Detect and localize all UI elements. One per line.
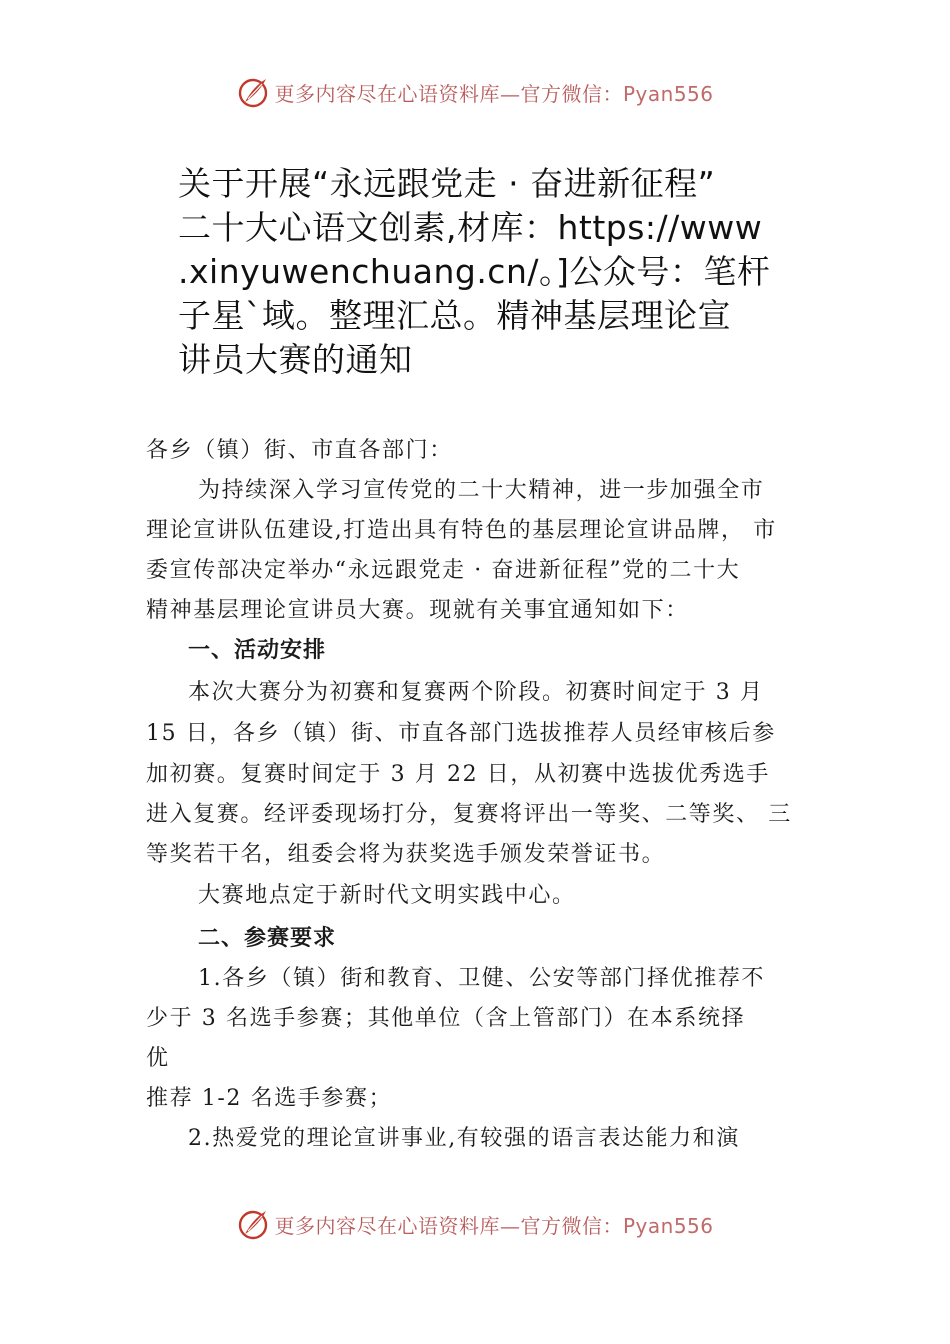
salutation: 各乡（镇）街、市直各部门： [146,438,453,463]
banner-text: 更多内容尽在心语资料库—官方微信：Pyan556 [274,1213,714,1238]
wechat-handle: Pyan556 [622,81,714,106]
requirement-2-line: 2.热爱党的理论宣讲事业,有较强的语言表达能力和演 [188,1126,740,1151]
title-line: .xinyuwenchuang.cn/。]公众号：笔杆 [178,252,771,291]
intro-line: 理论宣讲队伍建设,打造出具有特色的基层理论宣讲品牌， 市 [146,518,777,543]
banner-text: 更多内容尽在心语资料库—官方微信：Pyan556 [274,81,714,106]
venue-line: 大赛地点定于新时代文明实践中心。 [198,883,576,908]
intro-line: 委宣传部决定举办“永远跟党走 · 奋进新征程”党的二十大 [146,558,741,583]
footer-banner [0,1204,950,1244]
title-line: 二十大心语文创素,材库：https://www [178,208,763,247]
section2-line: 推荐 1-2 名选手参赛； [146,1086,393,1111]
wechat-handle: Pyan556 [622,1213,714,1238]
section-heading-arrangement: 一、活动安排 [188,638,327,663]
section2-line: 少于 3 名选手参赛；其他单位（含上管部门）在本系统择 [146,1006,746,1031]
section1-line: 等奖若干名，组委会将为获奖选手颁发荣誉证书。 [146,842,666,867]
section1-line: 15 日，各乡（镇）街、市直各部门选拔推荐人员经审核后参 [146,721,776,746]
quill-logo-icon [236,75,270,109]
intro-line: 为持续深入学习宣传党的二十大精神，进一步加强全市 [198,478,765,503]
quill-logo-icon [236,1207,270,1241]
document-title [178,162,778,382]
section2-line: 1.各乡（镇）街和教育、卫健、公安等部门择优推荐不 [198,966,765,991]
section1-line: 加初赛。复赛时间定于 3 月 22 日，从初赛中选拔优秀选手 [146,762,770,787]
section1-line: 进入复赛。经评委现场打分，复赛将评出一等奖、二等奖、 三 [146,802,792,827]
section1-line: 本次大赛分为初赛和复赛两个阶段。初赛时间定于 3 月 [188,680,764,705]
section2-line: 优 [146,1046,170,1071]
section-heading-requirements: 二、参赛要求 [198,926,337,951]
header-banner [0,72,950,112]
title-line: 关于开展“永远跟党走 · 奋进新征程” [178,164,716,203]
title-line: 讲员大赛的通知 [178,340,413,379]
title-line: 子星`域。整理汇总。精神基层理论宣 [178,296,731,335]
intro-line: 精神基层理论宣讲员大赛。现就有关事宜通知如下： [146,598,689,623]
